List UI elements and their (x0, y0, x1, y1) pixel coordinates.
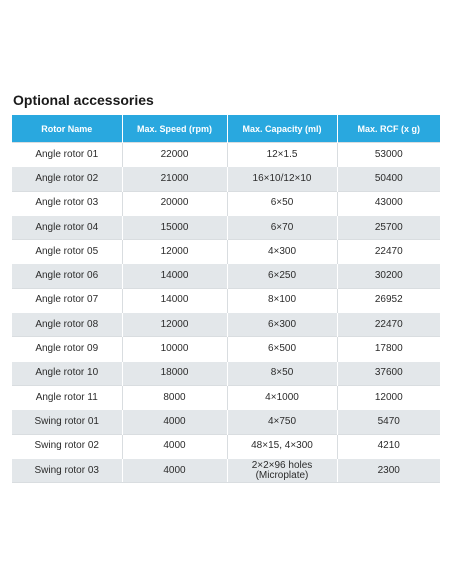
cell-max-rcf: 53000 (337, 143, 440, 167)
cell-max-speed: 14000 (122, 288, 227, 312)
cell-rotor-name: Angle rotor 03 (12, 191, 122, 215)
table-row (12, 264, 440, 288)
table-row (12, 361, 440, 385)
cell-rotor-name: Angle rotor 11 (12, 385, 122, 409)
cell-max-rcf: 17800 (337, 337, 440, 361)
cell-max-rcf: 22470 (337, 313, 440, 337)
header-max-speed: Max. Speed (rpm) (122, 115, 227, 143)
cell-max-capacity-note: (Microplate) (255, 469, 309, 481)
cell-max-capacity: 6×70 (227, 215, 337, 239)
cell-max-rcf: 25700 (337, 215, 440, 239)
table-row (12, 191, 440, 215)
cell-max-capacity-line: 2×2×96 holes (251, 459, 313, 471)
cell-rotor-name: Angle rotor 05 (12, 240, 122, 264)
cell-rotor-name: Angle rotor 02 (12, 167, 122, 191)
cell-max-rcf: 5470 (337, 410, 440, 434)
cell-max-rcf: 4210 (337, 434, 440, 458)
cell-max-rcf: 37600 (337, 361, 440, 385)
cell-max-capacity: 6×250 (227, 264, 337, 288)
cell-max-capacity: 6×300 (227, 313, 337, 337)
cell-max-rcf: 2300 (337, 458, 440, 482)
cell-rotor-name: Angle rotor 08 (12, 313, 122, 337)
table-row (12, 288, 440, 312)
accessories-table (12, 115, 440, 483)
table-row (12, 458, 440, 482)
cell-rotor-name: Angle rotor 09 (12, 337, 122, 361)
cell-max-rcf: 43000 (337, 191, 440, 215)
cell-max-speed: 4000 (122, 458, 227, 482)
cell-rotor-name: Swing rotor 02 (12, 434, 122, 458)
cell-max-speed: 15000 (122, 215, 227, 239)
table-row (12, 337, 440, 361)
cell-max-capacity: 12×1.5 (227, 143, 337, 167)
cell-max-speed: 21000 (122, 167, 227, 191)
cell-max-rcf: 22470 (337, 240, 440, 264)
cell-max-speed: 10000 (122, 337, 227, 361)
cell-rotor-name: Angle rotor 07 (12, 288, 122, 312)
cell-rotor-name: Angle rotor 10 (12, 361, 122, 385)
cell-max-capacity: 8×100 (227, 288, 337, 312)
cell-max-capacity: 4×300 (227, 240, 337, 264)
cell-max-speed: 20000 (122, 191, 227, 215)
table-row (12, 143, 440, 167)
table-row (12, 240, 440, 264)
cell-max-rcf: 12000 (337, 385, 440, 409)
cell-max-speed: 18000 (122, 361, 227, 385)
cell-max-speed: 12000 (122, 313, 227, 337)
cell-max-rcf: 50400 (337, 167, 440, 191)
cell-max-capacity: 48×15, 4×300 (227, 434, 337, 458)
cell-max-rcf: 30200 (337, 264, 440, 288)
cell-max-speed: 8000 (122, 385, 227, 409)
header-max-capacity: Max. Capacity (ml) (227, 115, 337, 143)
cell-rotor-name: Angle rotor 01 (12, 143, 122, 167)
cell-max-speed: 22000 (122, 143, 227, 167)
cell-rotor-name: Angle rotor 06 (12, 264, 122, 288)
cell-max-capacity: 4×1000 (227, 385, 337, 409)
table-row (12, 385, 440, 409)
cell-max-rcf: 26952 (337, 288, 440, 312)
cell-max-capacity: 4×750 (227, 410, 337, 434)
table-header-row (12, 115, 440, 143)
table-row (12, 410, 440, 434)
cell-max-capacity: 6×50 (227, 191, 337, 215)
header-rotor-name: Rotor Name (12, 115, 122, 143)
table-row (12, 313, 440, 337)
cell-rotor-name: Angle rotor 04 (12, 215, 122, 239)
cell-max-capacity: 6×500 (227, 337, 337, 361)
cell-rotor-name: Swing rotor 01 (12, 410, 122, 434)
cell-max-capacity: 8×50 (227, 361, 337, 385)
section-title: Optional accessories (13, 92, 154, 108)
cell-max-capacity (227, 458, 337, 482)
cell-max-speed: 12000 (122, 240, 227, 264)
cell-max-speed: 4000 (122, 410, 227, 434)
table-row (12, 434, 440, 458)
cell-max-capacity: 16×10/12×10 (227, 167, 337, 191)
header-max-rcf: Max. RCF (x g) (337, 115, 440, 143)
table-row (12, 215, 440, 239)
cell-rotor-name: Swing rotor 03 (12, 458, 122, 482)
table-row (12, 167, 440, 191)
cell-max-speed: 4000 (122, 434, 227, 458)
cell-max-speed: 14000 (122, 264, 227, 288)
